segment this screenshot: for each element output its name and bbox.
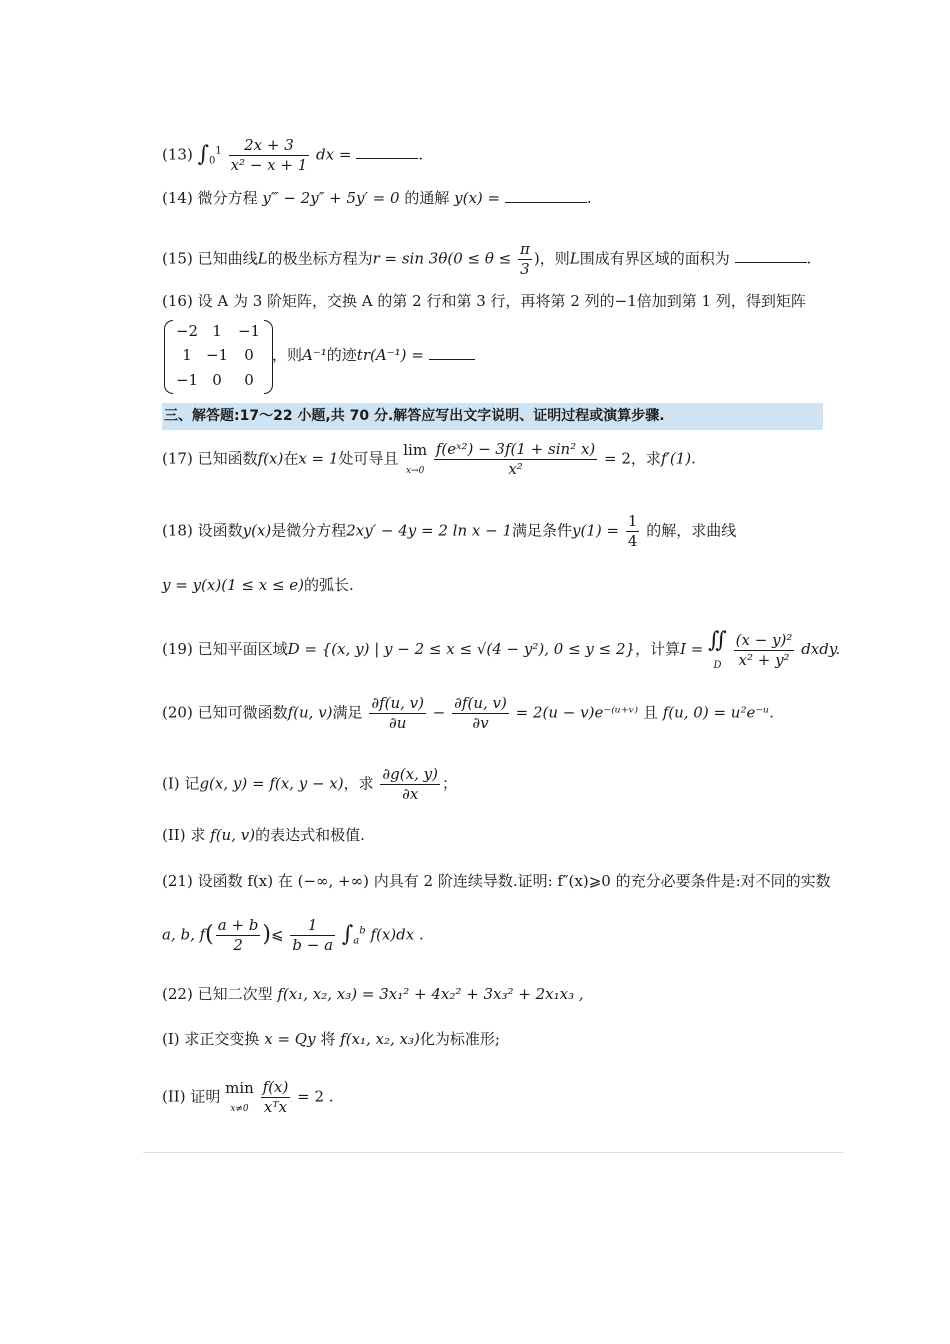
question-text: 的极坐标方程为 <box>267 249 373 268</box>
integral-sign: ∫ <box>197 142 210 168</box>
question-text: ，求 <box>343 774 374 793</box>
initial-condition: y(1) = <box>572 521 620 540</box>
right-hand-side: = 2(u − v)e⁻⁽ᵘ⁺ᵛ⁾ <box>515 703 639 722</box>
fraction-denominator: ∂v <box>472 713 489 732</box>
function-expression: f(u, v) <box>287 703 333 722</box>
question-19 <box>162 628 840 672</box>
fraction-denominator: b − a <box>292 935 334 954</box>
minus-sign: − <box>432 703 446 722</box>
limit-operator <box>403 441 427 477</box>
question-text: 且 <box>642 703 658 722</box>
question-text: 微分方程 <box>197 189 258 207</box>
question-16 <box>162 292 806 310</box>
matrix-cell: 0 <box>212 371 222 389</box>
question-text: 在 <box>283 449 299 468</box>
min-operator <box>225 1079 254 1115</box>
question-number: (19) <box>162 640 193 659</box>
integrand-fraction <box>734 631 795 670</box>
question-text: 的迹 <box>326 346 357 364</box>
question-text: 已知可微函数 <box>197 703 288 722</box>
fraction-denominator: 2 <box>233 935 243 954</box>
question-text: 记 <box>184 774 200 793</box>
question-text: 已知平面区域 <box>197 640 288 659</box>
part-number: (I) <box>162 774 180 793</box>
matrix-cell: −1 <box>175 371 199 389</box>
matrix-cell: −1 <box>237 322 261 340</box>
function-expression: f(u, v) <box>210 826 256 844</box>
question-text: 的解，求曲线 <box>646 521 737 540</box>
question-number: (20) <box>162 703 193 722</box>
question-22 <box>162 985 584 1003</box>
curve-name: L <box>569 249 580 268</box>
close-paren: ) <box>533 249 540 268</box>
question-text: 求正交变换 <box>184 1030 260 1048</box>
matrix-cell: −2 <box>175 322 199 340</box>
question-text: 证明 <box>190 1087 221 1106</box>
punctuation: ； <box>441 774 457 793</box>
question-number: (17) <box>162 449 193 468</box>
double-integral-sign: ∬ <box>708 628 727 653</box>
question-number: (15) <box>162 249 193 268</box>
fraction-numerator: f(eˣ²) − 3f(1 + sin² x) <box>435 440 596 458</box>
fraction-numerator: ∂f(u, v) <box>454 694 507 712</box>
partial-derivative <box>380 765 440 804</box>
solution-expression: y(x) = <box>454 189 501 207</box>
integral-tail: dxdy. <box>801 640 841 659</box>
boundary-condition: f(u, 0) = u²e⁻ᵘ. <box>662 703 775 722</box>
part-number: (I) <box>162 1030 180 1048</box>
equation-tail: = 2 . <box>297 1087 334 1106</box>
answer-blank <box>735 262 807 263</box>
fraction-denominator: x² + y² <box>738 650 790 669</box>
question-text: 化为标准形; <box>419 1030 500 1048</box>
differential-equation: y‴ − 2y″ + 5y′ = 0 <box>262 189 400 207</box>
question-22-part-1 <box>162 1030 500 1048</box>
fraction-numerator: 1 <box>627 512 638 530</box>
fraction-numerator: a + b <box>217 916 259 934</box>
point-expression: x = 1 <box>298 449 339 468</box>
question-text: ，则 <box>539 249 570 268</box>
question-text: 已知曲线 <box>197 249 258 268</box>
question-text: 设函数 <box>197 521 243 540</box>
one-quarter <box>626 512 640 551</box>
question-22-part-2 <box>162 1078 334 1117</box>
question-18-continued <box>162 576 354 594</box>
inverse-matrix: A⁻¹ <box>302 346 327 364</box>
upper-limit: 1 <box>215 145 222 157</box>
curve-name: L <box>257 249 268 268</box>
page-divider <box>143 1152 843 1153</box>
partial-u <box>369 694 426 733</box>
fraction-denominator: ∂u <box>388 713 407 732</box>
partial-v <box>452 694 509 733</box>
quadratic-form-name: f(x₁, x₂, x₃) <box>340 1030 420 1048</box>
fraction-numerator: f(x) <box>262 1078 289 1096</box>
integral-tail: dx = <box>316 145 352 164</box>
double-integral <box>708 628 727 672</box>
question-text: 将 <box>320 1030 336 1048</box>
min-subscript: x≠0 <box>230 1104 249 1115</box>
question-text: 的弧长. <box>304 576 354 594</box>
question-text: = 2，求 <box>604 449 661 468</box>
question-number: (16) <box>162 292 193 310</box>
limit-subscript: x→0 <box>405 466 425 477</box>
question-text: 已知函数 <box>197 449 258 468</box>
question-13: (13) $\int_0^1$ $\frac{2x + 3}{\text{x² − x + 1}}$ dx = . <box>162 136 424 174</box>
question-text: 求 <box>190 826 206 844</box>
function-definition: g(x, y) = f(x, y − x) <box>199 774 344 793</box>
question-number: (22) <box>162 985 193 1003</box>
question-14: (14) 微分方程 y‴ − 2y″ + 5y′ = 0 的通解 y(x) = . <box>162 189 592 207</box>
question-21 <box>162 872 831 890</box>
fraction-numerator: ∂g(x, y) <box>382 765 438 783</box>
question-text: 设函数 f(x) 在 (−∞, +∞) 内具有 2 阶连续导数.证明: f″(x)⩾0 的充分必要条件是:对不同的实数 <box>197 872 831 890</box>
fraction-denominator: x² − x + 1 <box>230 155 308 174</box>
section-heading: 三、解答题:17～22 小题,共 70 分.解答应写出文字说明、证明过程或演算步骤. <box>162 403 823 430</box>
question-number: (21) <box>162 872 193 890</box>
question-20-part-1 <box>162 765 457 804</box>
question-number: (13) <box>162 145 193 164</box>
question-text: 是微分方程 <box>271 521 347 540</box>
part-number: (II) <box>162 826 186 844</box>
integrand-fraction <box>229 136 310 175</box>
question-text: 满足 <box>332 703 363 722</box>
polar-equation: r = sin 3θ(0 ≤ θ ≤ <box>372 249 512 268</box>
rayleigh-quotient <box>261 1078 291 1117</box>
integral-name: I = <box>680 640 704 659</box>
pi-over-three <box>518 240 532 279</box>
question-text: 围成有界区域的面积为 <box>579 249 730 268</box>
asked-expression: f′(1). <box>660 449 696 468</box>
answer-blank <box>429 359 475 360</box>
question-21-continued: a, b, f( $\frac{a + b}{2}$ )⩽ $\frac{1}{b - a}$ $\int_a^b$ f(x)dx . <box>162 916 424 954</box>
function-expression: f(x) <box>257 449 284 468</box>
region-definition: D = {(x, y) | y − 2 ≤ x ≤ √(4 − y²), 0 ≤ y ≤ 2} <box>287 640 636 659</box>
matrix-cell: 1 <box>212 322 222 340</box>
integral-sign: ∫ <box>341 922 354 948</box>
question-text: 的通解 <box>404 189 450 207</box>
question-16-tail <box>272 346 475 364</box>
limit-fraction <box>434 440 597 479</box>
question-text: 处可导且 <box>338 449 399 468</box>
trace-expression: tr(A⁻¹) = <box>356 346 424 364</box>
average-factor <box>290 916 335 955</box>
question-text: 已知二次型 <box>197 985 273 1003</box>
fraction-numerator: π <box>520 240 530 258</box>
min-word: min <box>225 1079 254 1098</box>
fraction-numerator: 1 <box>290 916 335 936</box>
fraction-numerator: ∂f(u, v) <box>371 694 425 712</box>
inequality-sign: ⩽ <box>271 925 284 944</box>
question-text: 满足条件 <box>512 521 573 540</box>
fraction-denominator: ∂x <box>402 784 419 803</box>
upper-limit: b <box>359 925 366 937</box>
limit-word: lim <box>403 441 428 460</box>
fraction-denominator: x² <box>508 459 523 478</box>
differential-equation: 2xy′ − 4y = 2 ln x − 1 <box>346 521 513 540</box>
matrix-cell: 1 <box>182 346 192 364</box>
question-text: 的表达式和极值. <box>255 826 365 844</box>
region-subscript: D <box>713 660 722 672</box>
matrix-cell: 0 <box>244 371 254 389</box>
part-number: (II) <box>162 1087 186 1106</box>
answer-blank <box>356 158 418 159</box>
matrix-cell: 0 <box>244 346 254 364</box>
question-number: (18) <box>162 521 193 540</box>
variables: a, b, f <box>162 925 206 944</box>
question-15: (15) 已知曲线L的极坐标方程为r = sin 3θ(0 ≤ θ ≤ $\frac{\pi}{3}$ )，则L围成有界区域的面积为 . <box>162 240 812 278</box>
fraction-numerator: 2x + 3 <box>229 136 310 156</box>
curve-expression: y = y(x)(1 ≤ x ≤ e) <box>162 576 305 594</box>
fraction-denominator: xᵀx <box>263 1097 288 1116</box>
question-number: (14) <box>162 189 193 207</box>
fraction-denominator: 4 <box>627 531 638 550</box>
fraction-denominator: 3 <box>520 259 530 278</box>
transform-expression: x = Qy <box>264 1030 316 1048</box>
lower-limit: a <box>353 935 360 947</box>
question-20 <box>162 694 774 733</box>
question-text: ，则 <box>272 346 303 364</box>
quadratic-form: f(x₁, x₂, x₃) = 3x₁² + 4x₂² + 3x₃² + 2x₁x₃ , <box>277 985 584 1003</box>
matrix-cell: −1 <box>205 346 229 364</box>
question-17 <box>162 440 696 479</box>
question-18 <box>162 512 736 551</box>
integral-tail: f(x)dx . <box>370 925 424 944</box>
question-20-part-2 <box>162 826 365 844</box>
question-text: 设 A 为 3 阶矩阵，交换 A 的第 2 行和第 3 行，再将第 2 列的−1倍加到第 1 列，得到矩阵 <box>197 292 806 310</box>
answer-blank <box>505 202 587 203</box>
function-expression: y(x) <box>242 521 272 540</box>
fraction-numerator: (x − y)² <box>735 630 793 649</box>
midpoint-fraction <box>216 916 261 955</box>
question-text: ，计算 <box>635 640 681 659</box>
lower-limit: 0 <box>209 155 216 167</box>
